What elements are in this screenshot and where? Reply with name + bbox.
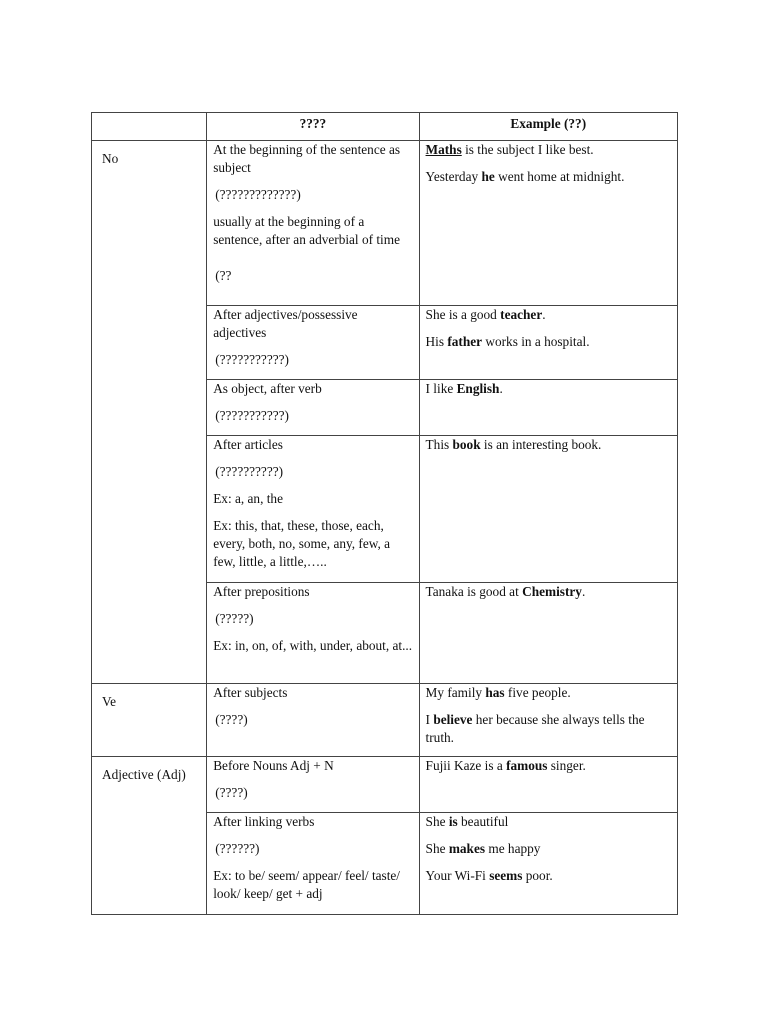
- position-cell: [207, 436, 419, 583]
- example-keyword: book: [452, 437, 481, 452]
- example-sentence: Fujii Kaze is a famous singer.: [425, 758, 586, 773]
- position-text: After adjectives/possessive adjectives: [213, 307, 358, 340]
- example-keyword: Chemistry: [522, 584, 582, 599]
- example-keyword: has: [485, 685, 505, 700]
- example-sentence: She is beautiful: [425, 814, 509, 829]
- position-text: As object, after verb: [213, 381, 322, 396]
- position-note: (?????): [215, 611, 254, 626]
- position-text: After articles: [213, 437, 283, 452]
- position-note: (??????????): [215, 464, 284, 479]
- example-keyword: Maths: [425, 142, 462, 157]
- example-cell: [419, 684, 677, 757]
- example-cell: [419, 380, 677, 436]
- position-note: (????): [215, 712, 248, 727]
- position-text: Ex: a, an, the: [213, 491, 283, 506]
- position-text: Ex: in, on, of, with, under, about, at...: [213, 638, 413, 653]
- position-text: Before Nouns Adj + N: [213, 758, 334, 773]
- position-text: After subjects: [213, 685, 288, 700]
- position-note: (????): [215, 785, 248, 800]
- example-sentence: His father works in a hospital.: [425, 334, 590, 349]
- example-keyword: believe: [433, 712, 473, 727]
- example-sentence: Tanaka is good at Chemistry.: [425, 584, 586, 599]
- position-cell: [207, 306, 419, 380]
- position-note: (???????????): [215, 408, 289, 423]
- example-sentence: Maths is the subject I like best.: [425, 142, 594, 157]
- position-cell: [207, 141, 419, 306]
- position-note: (??????): [215, 841, 260, 856]
- example-keyword: is: [448, 814, 458, 829]
- header-cell-example: Example (??): [419, 113, 677, 141]
- position-cell: [207, 813, 419, 915]
- table-row: [92, 757, 678, 813]
- position-text: usually at the beginning of a sentence, after an adverbial of time: [213, 214, 400, 247]
- example-cell: [419, 436, 677, 583]
- example-keyword: English: [456, 381, 500, 396]
- position-note: (???????????): [215, 352, 289, 367]
- position-cell: [207, 583, 419, 684]
- position-text: Ex: this, that, these, those, each, every, both, no, some, any, few, a few, little, a little,…..: [213, 518, 391, 569]
- position-text: At the beginning of the sentence as subject: [213, 142, 401, 175]
- position-cell: [207, 684, 419, 757]
- example-sentence: She is a good teacher.: [425, 307, 546, 322]
- word-class-cell: No: [92, 141, 207, 684]
- word-class-cell: Ve: [92, 684, 207, 757]
- example-keyword: famous: [506, 758, 548, 773]
- example-sentence: This book is an interesting book.: [425, 437, 602, 452]
- header-cell-position: ????: [207, 113, 419, 141]
- position-note: (??: [215, 268, 232, 283]
- position-cell: [207, 380, 419, 436]
- position-text: After linking verbs: [213, 814, 315, 829]
- example-keyword: teacher: [500, 307, 543, 322]
- example-cell: [419, 306, 677, 380]
- example-keyword: makes: [448, 841, 486, 856]
- example-keyword: he: [481, 169, 495, 184]
- example-keyword: seems: [489, 868, 523, 883]
- word-class-cell: Adjective (Adj): [92, 757, 207, 915]
- position-text: After prepositions: [213, 584, 310, 599]
- example-sentence: Yesterday he went home at midnight.: [425, 169, 625, 184]
- header-cell-word-class: [92, 113, 207, 141]
- example-cell: [419, 583, 677, 684]
- table-row: [92, 684, 678, 757]
- example-cell: [419, 141, 677, 306]
- position-text: Ex: to be/ seem/ appear/ feel/ taste/ look/ keep/ get + adj: [213, 868, 401, 901]
- word-class-table: [91, 112, 678, 915]
- example-sentence: Your Wi-Fi seems poor.: [425, 868, 553, 883]
- example-sentence: I like English.: [425, 381, 503, 396]
- example-sentence: She makes me happy: [425, 841, 541, 856]
- example-sentence: My family has five people.: [425, 685, 571, 700]
- position-note: (?????????????): [215, 187, 301, 202]
- position-cell: [207, 757, 419, 813]
- table-header-row: [92, 113, 678, 141]
- example-cell: [419, 813, 677, 915]
- example-keyword: father: [447, 334, 483, 349]
- table-row: [92, 141, 678, 306]
- example-cell: [419, 757, 677, 813]
- example-sentence: I believe her because she always tells the truth.: [425, 712, 645, 745]
